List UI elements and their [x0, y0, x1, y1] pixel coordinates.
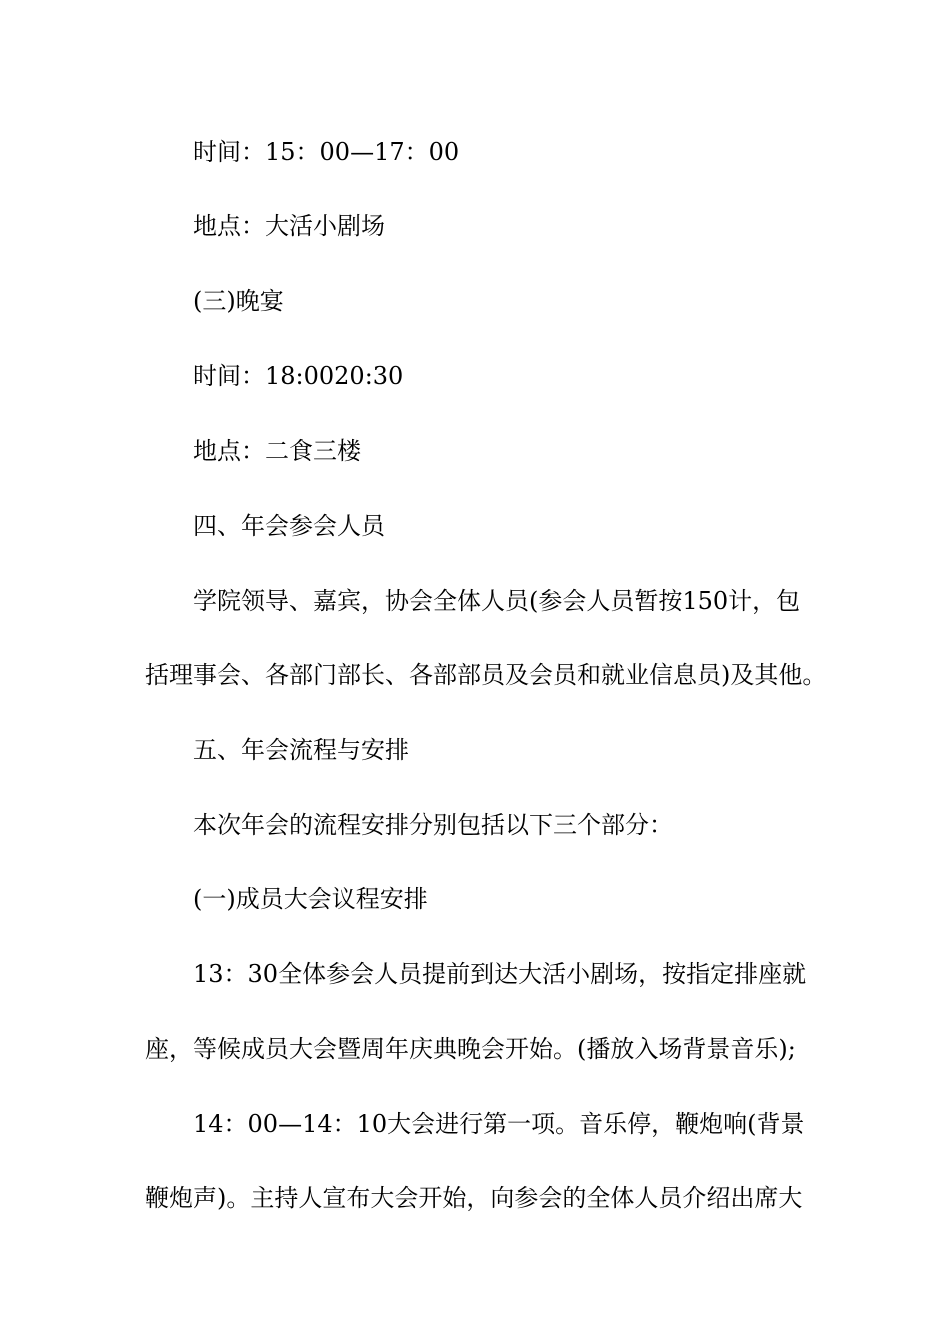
text-line-schedule-2: 座，等候成员大会暨周年庆典晚会开始。(播放入场背景音乐); [145, 1035, 796, 1063]
text-line-time-2: 时间：18:0020:30 [193, 362, 404, 390]
text-line-schedule-4: 鞭炮声)。主持人宣布大会开始，向参会的全体人员介绍出席大 [145, 1184, 803, 1212]
text-line-heading-banquet: (三)晚宴 [193, 287, 284, 315]
text-line-attendees-1: 学院领导、嘉宾，协会全体人员(参会人员暂按150计，包 [193, 587, 801, 615]
text-line-venue-2: 地点：二食三楼 [193, 437, 361, 465]
sub-heading-member-meeting: (一)成员大会议程安排 [193, 885, 428, 913]
text-line-attendees-2: 括理事会、各部门部长、各部部员及会员和就业信息员)及其他。 [145, 661, 827, 689]
text-line-schedule-3: 14：00—14：10大会进行第一项。音乐停，鞭炮响(背景 [193, 1110, 805, 1138]
text-line-schedule-1: 13：30全体参会人员提前到达大活小剧场，按指定排座就 [193, 960, 807, 988]
section-heading-agenda: 五、年会流程与安排 [193, 736, 409, 764]
section-heading-attendees: 四、年会参会人员 [193, 512, 385, 540]
text-line-venue-1: 地点：大活小剧场 [193, 212, 385, 240]
text-line-agenda-intro: 本次年会的流程安排分别包括以下三个部分： [193, 811, 673, 839]
text-line-time-1: 时间：15：00—17：00 [193, 138, 460, 166]
